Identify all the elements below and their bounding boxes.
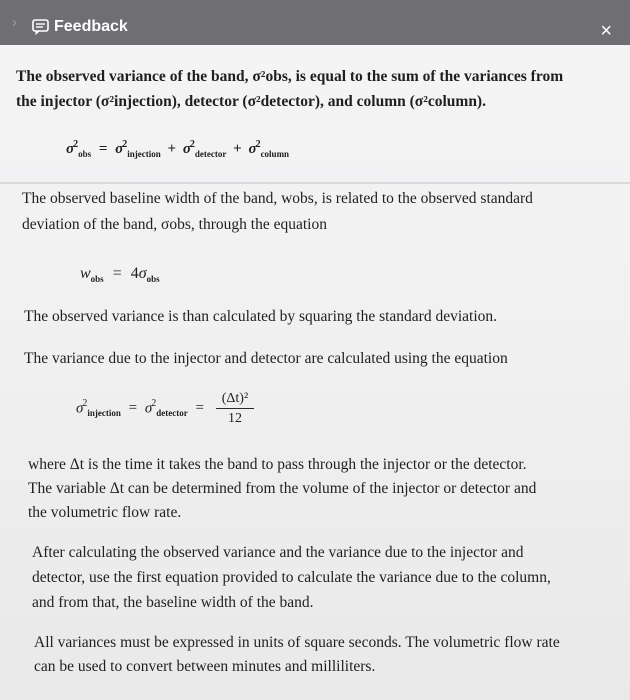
equation-injector-detector-variance: $\sigma^2_{injection} = \sigma^2_{detector}$ = $\frac{\text{(Δt)²}}{12}$ xyxy=(76,391,254,427)
eq1-plus-2: + xyxy=(233,141,242,157)
chevron-right-icon[interactable]: › xyxy=(12,14,17,31)
paragraph-7-line-1: All variances must be expressed in units of square seconds. The volumetric flow rate xyxy=(34,634,560,651)
eq1-sigma-obs: $\sigma^2_{obs}$ xyxy=(66,139,92,159)
paragraph-6-line-2: detector, use the first equation provided to calculate the variance due to the column, xyxy=(32,569,551,586)
eq1-sigma-detector: $\sigma^2_{detector}$ xyxy=(182,139,227,159)
eq1-sigma-column: $\sigma^2_{column}$ xyxy=(248,139,290,159)
close-icon[interactable]: × xyxy=(600,20,612,42)
paragraph-5-line-3: the volumetric flow rate. xyxy=(28,504,182,521)
paragraph-5-line-2: The variable Δt can be determined from the volume of the injector or detector and xyxy=(28,480,537,497)
panel-title: Feedback xyxy=(54,18,128,35)
paragraph-5-line-1: where Δt is the time it takes the band to pass through the injector or the detector. xyxy=(28,456,527,473)
paragraph-4: The variance due to the injector and detector are calculated using the equation xyxy=(24,350,508,367)
equation-baseline-width: $w_{obs} = 4\sigma_{obs}$ xyxy=(80,265,160,284)
eq1-sigma-injection: $\sigma^2_{injection}$ xyxy=(115,139,161,159)
paragraph-6-line-1: After calculating the observed variance and the variance due to the injector and xyxy=(32,544,524,561)
feedback-icon xyxy=(32,19,49,35)
paragraph-3: The observed variance is than calculated by squaring the standard deviation. xyxy=(24,308,498,325)
delta-t-fraction: $\frac{\text{(Δt)²}}{12}$ xyxy=(216,391,254,427)
paragraph-1-line-1: The observed variance of the band, σ²obs, is equal to the sum of the variances from xyxy=(16,68,564,85)
paragraph-7-line-2: can be used to convert between minutes and milliliters. xyxy=(34,658,376,675)
panel-header xyxy=(0,0,630,45)
paragraph-1-line-2: the injector (σ²injection), detector (σ²detector), and column (σ²column). xyxy=(16,93,486,110)
paragraph-6-line-3: and from that, the baseline width of the band. xyxy=(32,594,314,611)
equation-total-variance xyxy=(66,141,289,158)
feedback-content xyxy=(0,45,630,700)
eq1-equals: = xyxy=(98,141,108,157)
divider xyxy=(0,182,630,184)
paragraph-2-line-2: deviation of the band, σobs, through the equation xyxy=(22,216,327,233)
eq1-plus-1: + xyxy=(167,141,177,157)
paragraph-2-line-1: The observed baseline width of the band, wobs, is related to the observed standard xyxy=(22,190,533,207)
